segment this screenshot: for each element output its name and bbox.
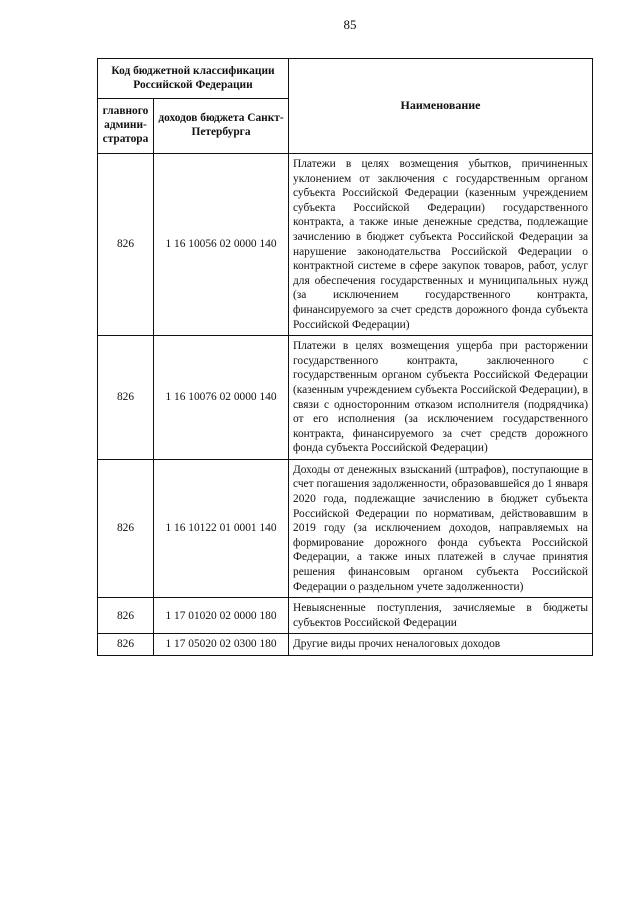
income-name-cell: Другие виды прочих неналоговых доходов: [289, 634, 593, 656]
income-code-cell: 1 16 10056 02 0000 140: [154, 154, 289, 336]
income-name-cell: Доходы от денежных взысканий (штрафов), поступающие в счет погашения задолженности, образовавшейся до 1 января 2020 года, подлежащие зачислению в бюджет субъекта Российской Федерации по нормативам, действовавшим в 2019 году (за исключением доходов, направляемых на формирование дорожного фонда субъекта Российской Федерации, а также иных платежей в случае принятия решения финансовым органом субъекта Российской Федерации о раздельном учете задолженности): [289, 459, 593, 597]
header-chief-administrator: главного админи-стратора: [98, 99, 154, 154]
admin-code-cell: 826: [98, 336, 154, 460]
income-name-cell: Платежи в целях возмещения ущерба при расторжении государственного контракта, заключенного с государственным органом субъекта Российской Федерации (казенным учреждением субъекта Российской Федерации), в связи с односторонним отказом исполнителя (подрядчика) от его исполнения (за исключением государственного контракта, финансируемого за счет средств дорожного фонда субъекта Российской Федерации): [289, 336, 593, 460]
admin-code-cell: 826: [98, 598, 154, 634]
table-row: [98, 459, 593, 597]
income-code-cell: 1 16 10122 01 0001 140: [154, 459, 289, 597]
table-row: [98, 336, 593, 460]
income-name-cell: Невыясненные поступления, зачисляемые в бюджеты субъектов Российской Федерации: [289, 598, 593, 634]
header-budget-income: доходов бюджета Санкт-Петербурга: [154, 99, 289, 154]
admin-code-cell: 826: [98, 154, 154, 336]
income-code-cell: 1 17 01020 02 0000 180: [154, 598, 289, 634]
admin-code-cell: 826: [98, 634, 154, 656]
table-row: [98, 154, 593, 336]
header-classification-code: Код бюджетной классификации Российской Федерации: [98, 59, 289, 99]
table-row: [98, 598, 593, 634]
admin-code-cell: 826: [98, 459, 154, 597]
table-row: [98, 634, 593, 656]
header-name: Наименование: [289, 59, 593, 154]
page-number: 85: [343, 17, 357, 32]
income-code-cell: 1 16 10076 02 0000 140: [154, 336, 289, 460]
budget-classification-table: [97, 58, 593, 656]
income-name-cell: Платежи в целях возмещения убытков, причиненных уклонением от заключения с государственным органом субъекта Российской Федерации (казенным учреждением субъекта Российской Федерации) государственного контракта, а также иные денежные средства, подлежащие зачислению в бюджет субъекта Российской Федерации за нарушение законодательства Российской Федерации о контрактной системе в сфере закупок товаров, работ, услуг для обеспечения государственных и муниципальных нужд (за исключением государственного контракта, финансируемого за счет средств дорожного фонда субъекта Российской Федерации): [289, 154, 593, 336]
income-code-cell: 1 17 05020 02 0300 180: [154, 634, 289, 656]
